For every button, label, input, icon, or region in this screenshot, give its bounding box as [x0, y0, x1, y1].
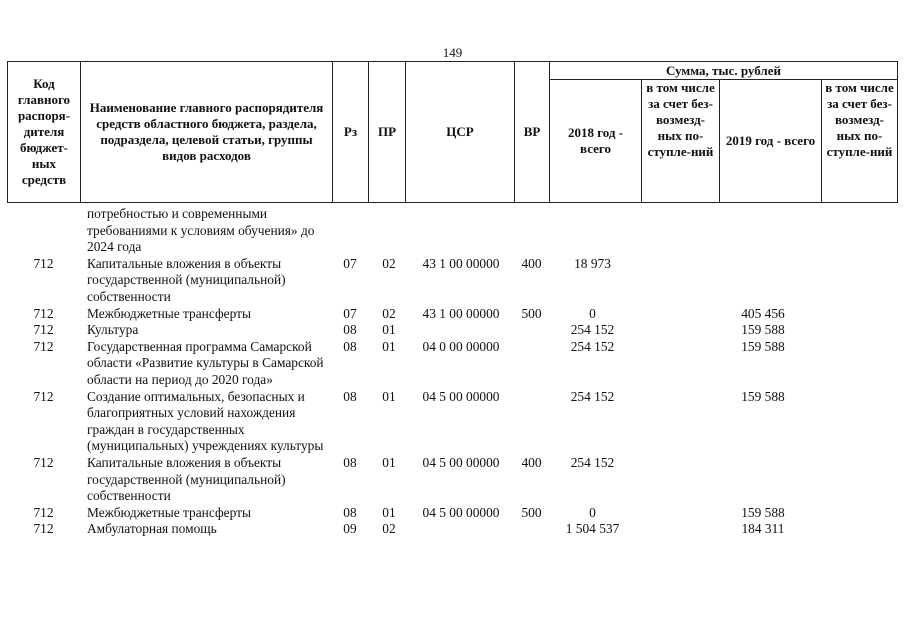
- row-csr: 43 1 00 00000: [422, 255, 500, 271]
- row-code: 712: [33, 504, 54, 520]
- row-sum-2019: 159 588: [741, 322, 785, 338]
- table-row: [7, 206, 897, 256]
- row-vr: 400: [521, 454, 542, 470]
- header-rz: Рз: [333, 62, 369, 203]
- table-row: [7, 322, 897, 339]
- page-number: 149: [442, 45, 463, 60]
- row-pr: 02: [382, 255, 396, 271]
- row-code: 712: [33, 454, 54, 470]
- row-vr: 400: [521, 255, 542, 271]
- row-vr: 500: [521, 504, 542, 520]
- row-rz: 09: [343, 521, 357, 537]
- row-name: Культура: [87, 322, 139, 338]
- row-sum-2018: 0: [589, 504, 596, 520]
- row-name: Межбюджетные трансферты: [87, 305, 251, 321]
- header-vr: ВР: [515, 62, 550, 203]
- header-code: Код главного распоря-дителя бюджет-ных средств: [8, 62, 81, 203]
- row-sum-2019: 405 456: [741, 305, 785, 321]
- row-rz: 07: [343, 255, 357, 271]
- table-row: [7, 306, 897, 323]
- row-csr: 43 1 00 00000: [422, 305, 500, 321]
- row-name: Межбюджетные трансферты: [87, 504, 251, 520]
- header-2018-total: 2018 год - всего: [550, 80, 642, 203]
- row-sum-2018: 18 973: [574, 255, 611, 271]
- table-row: [7, 521, 897, 538]
- row-rz: 08: [343, 454, 357, 470]
- row-name: Капитальные вложения в объекты государственной (муниципальной) собственности: [87, 454, 286, 504]
- row-sum-2019: 159 588: [741, 504, 785, 520]
- row-rz: 08: [343, 338, 357, 354]
- row-csr: 04 5 00 00000: [422, 454, 500, 470]
- row-name: потребностью и современными требованиями к условиям обучения» до 2024 года: [87, 206, 315, 255]
- row-rz: 08: [343, 504, 357, 520]
- header-name: Наименование главного распорядителя средств областного бюджета, раздела, подраздела, целевой статьи, группы видов расходов: [81, 62, 333, 203]
- row-pr: 01: [382, 338, 396, 354]
- row-code: 712: [33, 305, 54, 321]
- row-sum-2019: 159 588: [741, 338, 785, 354]
- header-csr: ЦСР: [406, 62, 515, 203]
- row-csr: 04 5 00 00000: [422, 388, 500, 404]
- row-sum-2019: 159 588: [741, 388, 785, 404]
- row-csr: 04 0 00 00000: [422, 338, 500, 354]
- row-csr: 04 5 00 00000: [422, 504, 500, 520]
- header-2018-gratuitous: в том числе за счет без-возмезд-ных по-ступле-ний: [642, 80, 720, 203]
- row-name: Капитальные вложения в объекты государственной (муниципальной) собственности: [87, 255, 286, 304]
- header-2019-gratuitous: в том числе за счет без-возмезд-ных по-ступле-ний: [822, 80, 898, 203]
- header-sum: Сумма, тыс. рублей: [550, 62, 898, 80]
- header-pr: ПР: [369, 62, 406, 203]
- row-rz: 08: [343, 388, 357, 404]
- row-sum-2018: 254 152: [570, 388, 615, 404]
- row-sum-2018: 0: [589, 305, 596, 321]
- table-header: [7, 61, 898, 203]
- table-row: [7, 256, 897, 306]
- row-name: Создание оптимальных, безопасных и благоприятных условий нахождения граждан в государственных (муниципальных) учреждениях культуры: [87, 388, 324, 454]
- row-rz: 08: [343, 322, 357, 338]
- row-sum-2019: 184 311: [741, 521, 785, 537]
- row-sum-2018: 254 152: [570, 338, 615, 354]
- row-code: 712: [33, 255, 54, 271]
- row-pr: 02: [382, 305, 396, 321]
- row-vr: 500: [521, 305, 542, 321]
- row-code: 712: [33, 338, 54, 354]
- row-pr: 01: [382, 388, 396, 404]
- table-row: [7, 505, 897, 522]
- table-row: [7, 339, 897, 389]
- row-code: 712: [33, 521, 54, 537]
- header-2019-total: 2019 год - всего: [720, 80, 822, 203]
- row-pr: 02: [382, 521, 396, 537]
- table-row: [7, 455, 897, 505]
- row-pr: 01: [382, 454, 396, 470]
- row-name: Амбулаторная помощь: [87, 521, 217, 537]
- row-sum-2018: 254 152: [570, 322, 615, 338]
- table-row: [7, 389, 897, 455]
- row-code: 712: [33, 322, 54, 338]
- row-code: 712: [33, 388, 54, 404]
- row-name: Государственная программа Самарской области «Развитие культуры в Самарской области на период до 2020 года»: [87, 338, 324, 387]
- row-rz: 07: [343, 305, 357, 321]
- row-sum-2018: 254 152: [570, 454, 615, 470]
- row-pr: 01: [382, 504, 396, 520]
- table-body: [7, 206, 897, 538]
- row-sum-2018: 1 504 537: [565, 521, 620, 537]
- row-pr: 01: [382, 322, 396, 338]
